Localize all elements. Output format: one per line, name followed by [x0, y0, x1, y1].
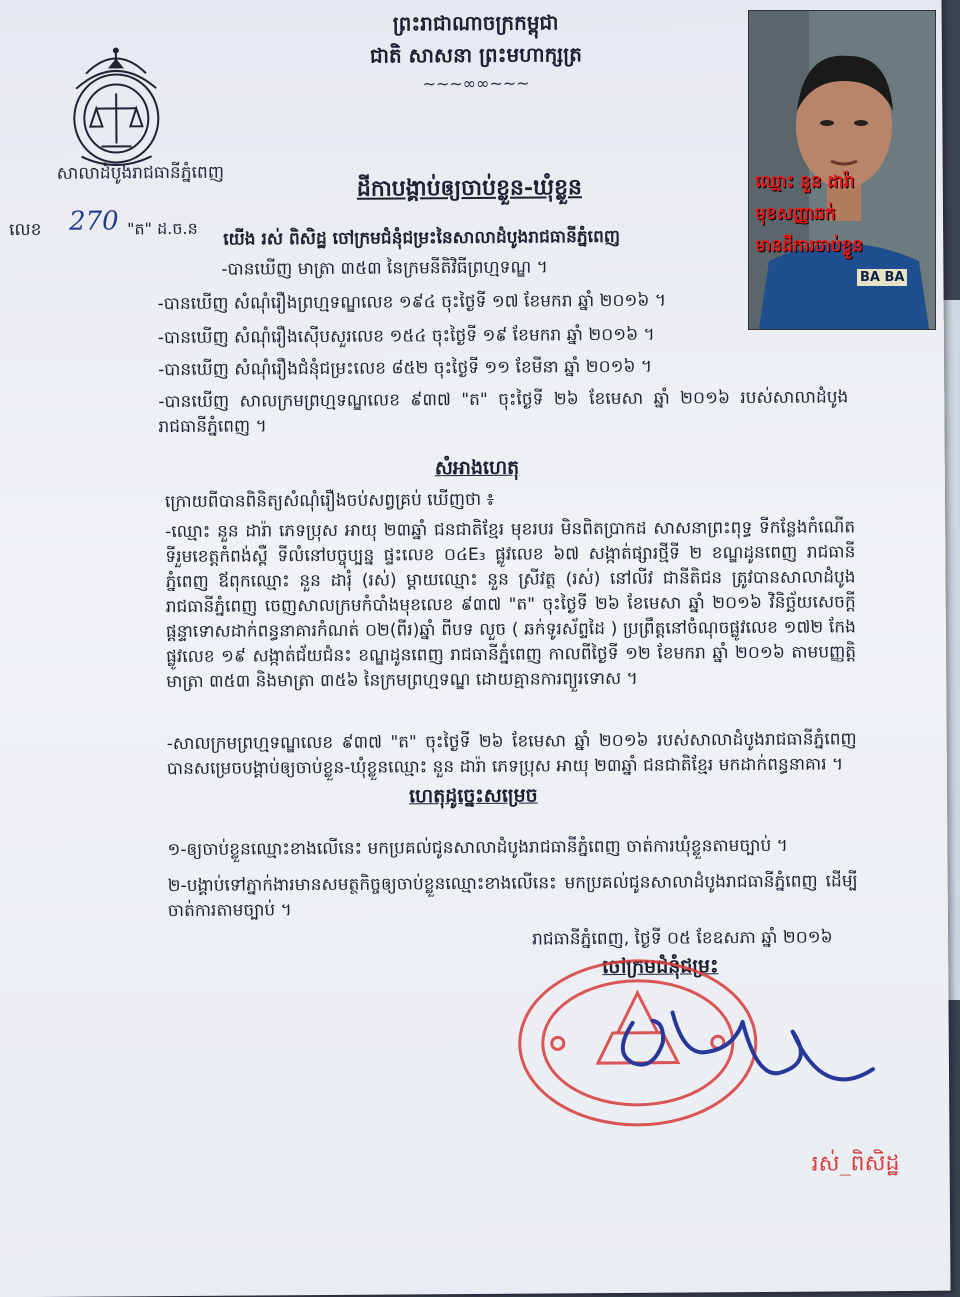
opening-line: យើង រស់ ពិសិដ្ឋ ចៅក្រមជំនុំជម្រះនៃសាលាដំបូងរាជធានីភ្នំពេញ: [223, 226, 621, 250]
court-emblem-icon: [56, 38, 177, 179]
decision-item: ២-បង្គាប់ទៅភ្នាក់ងារមានសមត្ថកិច្ចឲ្យចាប់ខ្លួនឈ្មោះខាងលើនេះ មកប្រគល់ជូនសាលាដំបូងរាជធានីភ្នំពេញ ដើម្បីចាត់ការតាមច្បាប់ ។: [167, 871, 858, 922]
reference-suffix: "ត" ដ.ច.ន: [127, 218, 198, 239]
consideration-item: -បានឃើញ សំណុំរឿងជំនុំជម្រះលេខ ៨៥២ ចុះថ្ងៃទី ១១ ខែមីនា ឆ្នាំ ២០១៦ ។: [158, 356, 653, 381]
reference-prefix: លេខ: [9, 219, 42, 241]
reference-number: 270: [68, 206, 119, 237]
document-title: ដីកាបង្គាប់ឲ្យចាប់ខ្លួន-ឃុំខ្លួន: [356, 174, 583, 202]
decision-heading: ហេតុដូច្នេះសម្រេច: [408, 784, 538, 808]
date-line: រាជធានីភ្នំពេញ, ថ្ងៃទី ០៥ ខែឧសភា ឆ្នាំ ២០១៦: [531, 927, 833, 950]
kingdom-heading: ព្រះរាជាណាចក្រកម្ពុជា: [392, 10, 559, 36]
judge-name: រស់_ពិសិដ្ឋ: [811, 1151, 900, 1177]
reason-paragraph: -សាលក្រមព្រហ្មទណ្ឌលេខ ៩៣៧ "ត" ចុះថ្ងៃទី ២៦ ខែមេសា ឆ្នាំ ២០១៦ របស់សាលាដំបូងរាជធានីភ្នំពេញ បានសម្រេចបង្គាប់ឲ្យចាប់ខ្លួន-ឃុំខ្លួនឈ្មោះ នួន ដារ៉ា ភេទប្រុស អាយុ ២៣ឆ្នាំ ជនជាតិខ្មែរ មកដាក់ពន្ធនាគារ ។: [166, 729, 857, 780]
header-ornament: ~~~∞∞~~~: [422, 73, 530, 94]
judge-title: ចៅក្រមជំនុំជម្រះ: [602, 955, 719, 979]
consideration-item: -បានឃើញ មាត្រា ៣៥៣ នៃក្រមនីតិវិធីព្រហ្មទណ្ឌ ។: [221, 257, 548, 280]
shirt-print: BA BA: [857, 269, 907, 286]
reasons-intro: ក្រោយពីបានពិនិត្យសំណុំរឿងចប់សព្វគ្រប់ ឃើញថា ៖: [164, 489, 495, 513]
photo-caption-charge: មុខសញ្ញាឆក់: [755, 204, 836, 224]
photo-caption-warrant: មានដីការចាប់ខ្លួន: [755, 236, 863, 256]
reasons-heading: សំអាងហេតុ: [434, 456, 520, 480]
court-name: សាលាដំបូងរាជធានីភ្នំពេញ: [56, 162, 225, 184]
reason-paragraph: -ឈ្មោះ នួន ដារ៉ា ភេទប្រុស អាយុ ២៣ឆ្នាំ ជនជាតិខ្មែរ មុខរបរ មិនពិតប្រាកដ សាសនាព្រះពុទ្ធ ទីកន្លែងកំណើត ទីរួមខេត្តកំពង់ស្ពឺ ទីលំនៅបច្ចុប្បន្ន ផ្ទះលេខ ០៤E₃ ផ្លូវលេខ ៦៧ សង្កាត់ផ្សារថ្មីទី ២ ខណ្ឌដូនពេញ រាជធានីភ្នំពេញ ឪពុកឈ្មោះ នួន ដារុំ (រស់) ម្ដាយឈ្មោះ នួន ស្រីវត្ថ (រស់) នៅលីវ ជានីតិជន ត្រូវបានសាលាដំបូងរាជធានីភ្នំពេញ ចេញសាលក្រមកំបាំងមុខលេខ ៩៣៧ "ត" ចុះថ្ងៃទី ២៦ ខែមេសា ឆ្នាំ ២០១៦ វិនិច្ឆ័យសេចក្ដីផ្ដន្ទាទោសដាក់ពន្ធនាគារកំណត់ ០២(ពីរ)ឆ្នាំ ពីបទ លួច ( ឆក់ទូរស័ព្ទដៃ ) ប្រព្រឹត្តនៅចំណុចផ្លូវលេខ ១៧២ កែងផ្លូវលេខ ១៩ សង្កាត់ជ័យជំនះ ខណ្ឌដូនពេញ រាជធានីភ្នំពេញ កាលពីថ្ងៃទី ១២ ខែមករា ឆ្នាំ ២០១៦ តាមបញ្ញត្តិមាត្រា ៣៥៣ និងមាត្រា ៣៥៦ នៃក្រមព្រហ្មទណ្ឌ ដោយគ្មានការព្យួរទោស ។: [165, 517, 857, 693]
judge-signature: [592, 991, 893, 1113]
photo-caption-name: ឈ្មោះ នួន ដារ៉ា: [755, 172, 855, 192]
decision-item: ១-ឲ្យចាប់ខ្លួនឈ្មោះខាងលើនេះ មកប្រគល់ជូនសាលាដំបូងរាជធានីភ្នំពេញ ចាត់ការឃុំខ្លួនតាមច្បាប់ ។: [167, 835, 788, 861]
suspect-photo: [748, 10, 936, 330]
consideration-item: -បានឃើញ សំណុំរឿងស៊ើបសួរលេខ ១៥៤ ចុះថ្ងៃទី ១៩ ខែមករា ឆ្នាំ ២០១៦ ។: [157, 324, 655, 349]
motto-heading: ជាតិ សាសនា ព្រះមហាក្សត្រ: [369, 42, 582, 68]
consideration-item: -បានឃើញ សំណុំរឿងព្រហ្មទណ្ឌលេខ ១៩៤ ចុះថ្ងៃទី ១៧ ខែមករា ឆ្នាំ ២០១៦ ។: [157, 290, 667, 315]
consideration-item: -បានឃើញ សាលក្រមព្រហ្មទណ្ឌលេខ ៩៣៧ "ត" ចុះថ្ងៃទី ២៦ ខែមេសា ឆ្នាំ ២០១៦ របស់សាលាដំបូងរាជធានីភ្នំពេញ ។: [158, 387, 849, 438]
